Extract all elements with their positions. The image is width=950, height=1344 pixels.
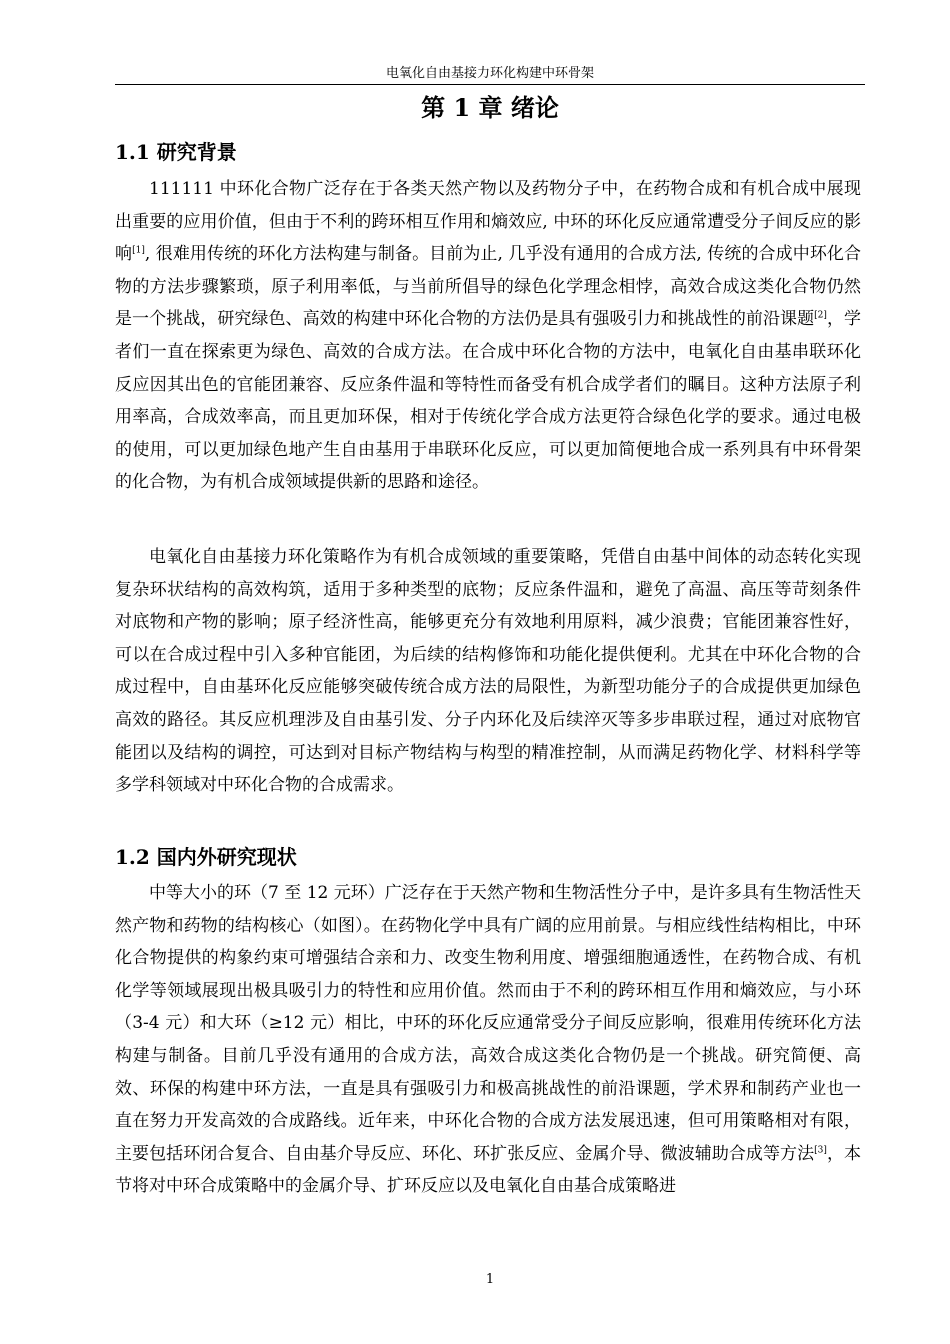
citation-ref: [3]: [814, 1145, 827, 1156]
header-rule: [115, 84, 865, 85]
paragraph-background-1: [115, 173, 861, 499]
section-title-1-1: 1.1 研究背景: [115, 140, 237, 164]
running-header: 电氧化自由基接力环化构建中环骨架: [385, 66, 594, 81]
citation-ref: [1]: [132, 245, 145, 256]
section-title-1-2: 1.2 国内外研究现状: [115, 845, 297, 869]
paragraph-text: ，学者们一直在探索更为绿色、高效的合成方法。在合成中环化合物的方法中，电氧化自由基串联环化反应因其出色的官能团兼容、反应条件温和等特性而备受有机合成学者们的瞩目。这种方法原子利用率高，合成效率高，而且更加环保，相对于传统化学合成方法更符合绿色化学的要求。通过电极的使用，可以更加绿色地产生自由基用于串联环化反应，可以更加简便地合成一系列具有中环骨架的化合物，为有机合成领域提供新的思路和途径。: [115, 309, 862, 493]
chapter-title: 第 1 章 绪论: [421, 93, 559, 122]
paragraph-text: ，本节将对中环合成策略中的金属介导、扩环反应以及电氧化自由基合成策略进: [115, 1143, 862, 1197]
paragraph-text: 中等大小的环（7 至 12 元环）广泛存在于天然产物和生物活性分子中，是许多具有生物活性天然产物和药物的结构核心（如图）。在药物化学中具有广阔的应用前景。与相应线性结构相比，中环化合物提供的构象约束可增强结合亲和力、改变生物利用度、增强细胞通透性，在药物合成、有机化学等领域展现出极具吸引力的特性和应用价值。然而由于不利的跨环相互作用和熵效应，与小环（3-4 元）和大环（≥12 元）相比，中环的环化反应通常受分子间反应影响，很难用传统环化方法构建与制备。目前几乎没有通用的合成方法，高效合成这类化合物仍是一个挑战。研究简便、高效、环保的构建中环方法，一直是具有强吸引力和极高挑战性的前沿课题，学术界和制药产业也一直在努力开发高效的合成路线。近年来，中环化合物的合成方法发展迅速，但可用策略相对有限，主要包括环闭合复合、自由基介导反应、环化、环扩张反应、金属介导、微波辅助合成等方法: [115, 883, 861, 1164]
citation-ref: [2]: [814, 310, 827, 321]
paragraph-background-2: 电氧化自由基接力环化策略作为有机合成领域的重要策略，凭借自由基中间体的动态转化实现复杂环状结构的高效构筑，适用于多种类型的底物；反应条件温和，避免了高温、高压等苛刻条件对底物和产物的影响；原子经济性高，能够更充分有效地利用原料，减少浪费；官能团兼容性好，可以在合成过程中引入多种官能团，为后续的结构修饰和功能化提供便利。尤其在中环化合物的合成过程中，自由基环化反应能够突破传统合成方法的局限性，为新型功能分子的合成提供更加绿色高效的路径。其反应机理涉及自由基引发、分子内环化及后续淬灭等多步串联过程，通过对底物官能团以及结构的调控，可达到对目标产物结构与构型的精准控制，从而满足药物化学、材料科学等多学科领域对中环化合物的合成需求。: [115, 547, 861, 796]
page-number: 1: [485, 1272, 495, 1287]
paragraph-text: 111111 中环化合物广泛存在于各类天然产物以及药物分子中，在药物合成和有机合成中展现出重要的应用价值，但由于不利的跨环相互作用和熵效应, 中环的环化反应通常遭受分子间反应的影响: [115, 179, 861, 265]
paragraph-research-status: [115, 877, 861, 1203]
paragraph-text: , 很难用传统的环化方法构建与制备。目前为止, 几乎没有通用的合成方法, 传统的合成中环化合物的方法步骤繁琐，原子利用率低，与当前所倡导的绿色化学理念相悖，高效合成这类化合物仍然是一个挑战，研究绿色、高效的构建中环化合物的方法仍是具有强吸引力和挑战性的前沿课题: [115, 244, 862, 330]
